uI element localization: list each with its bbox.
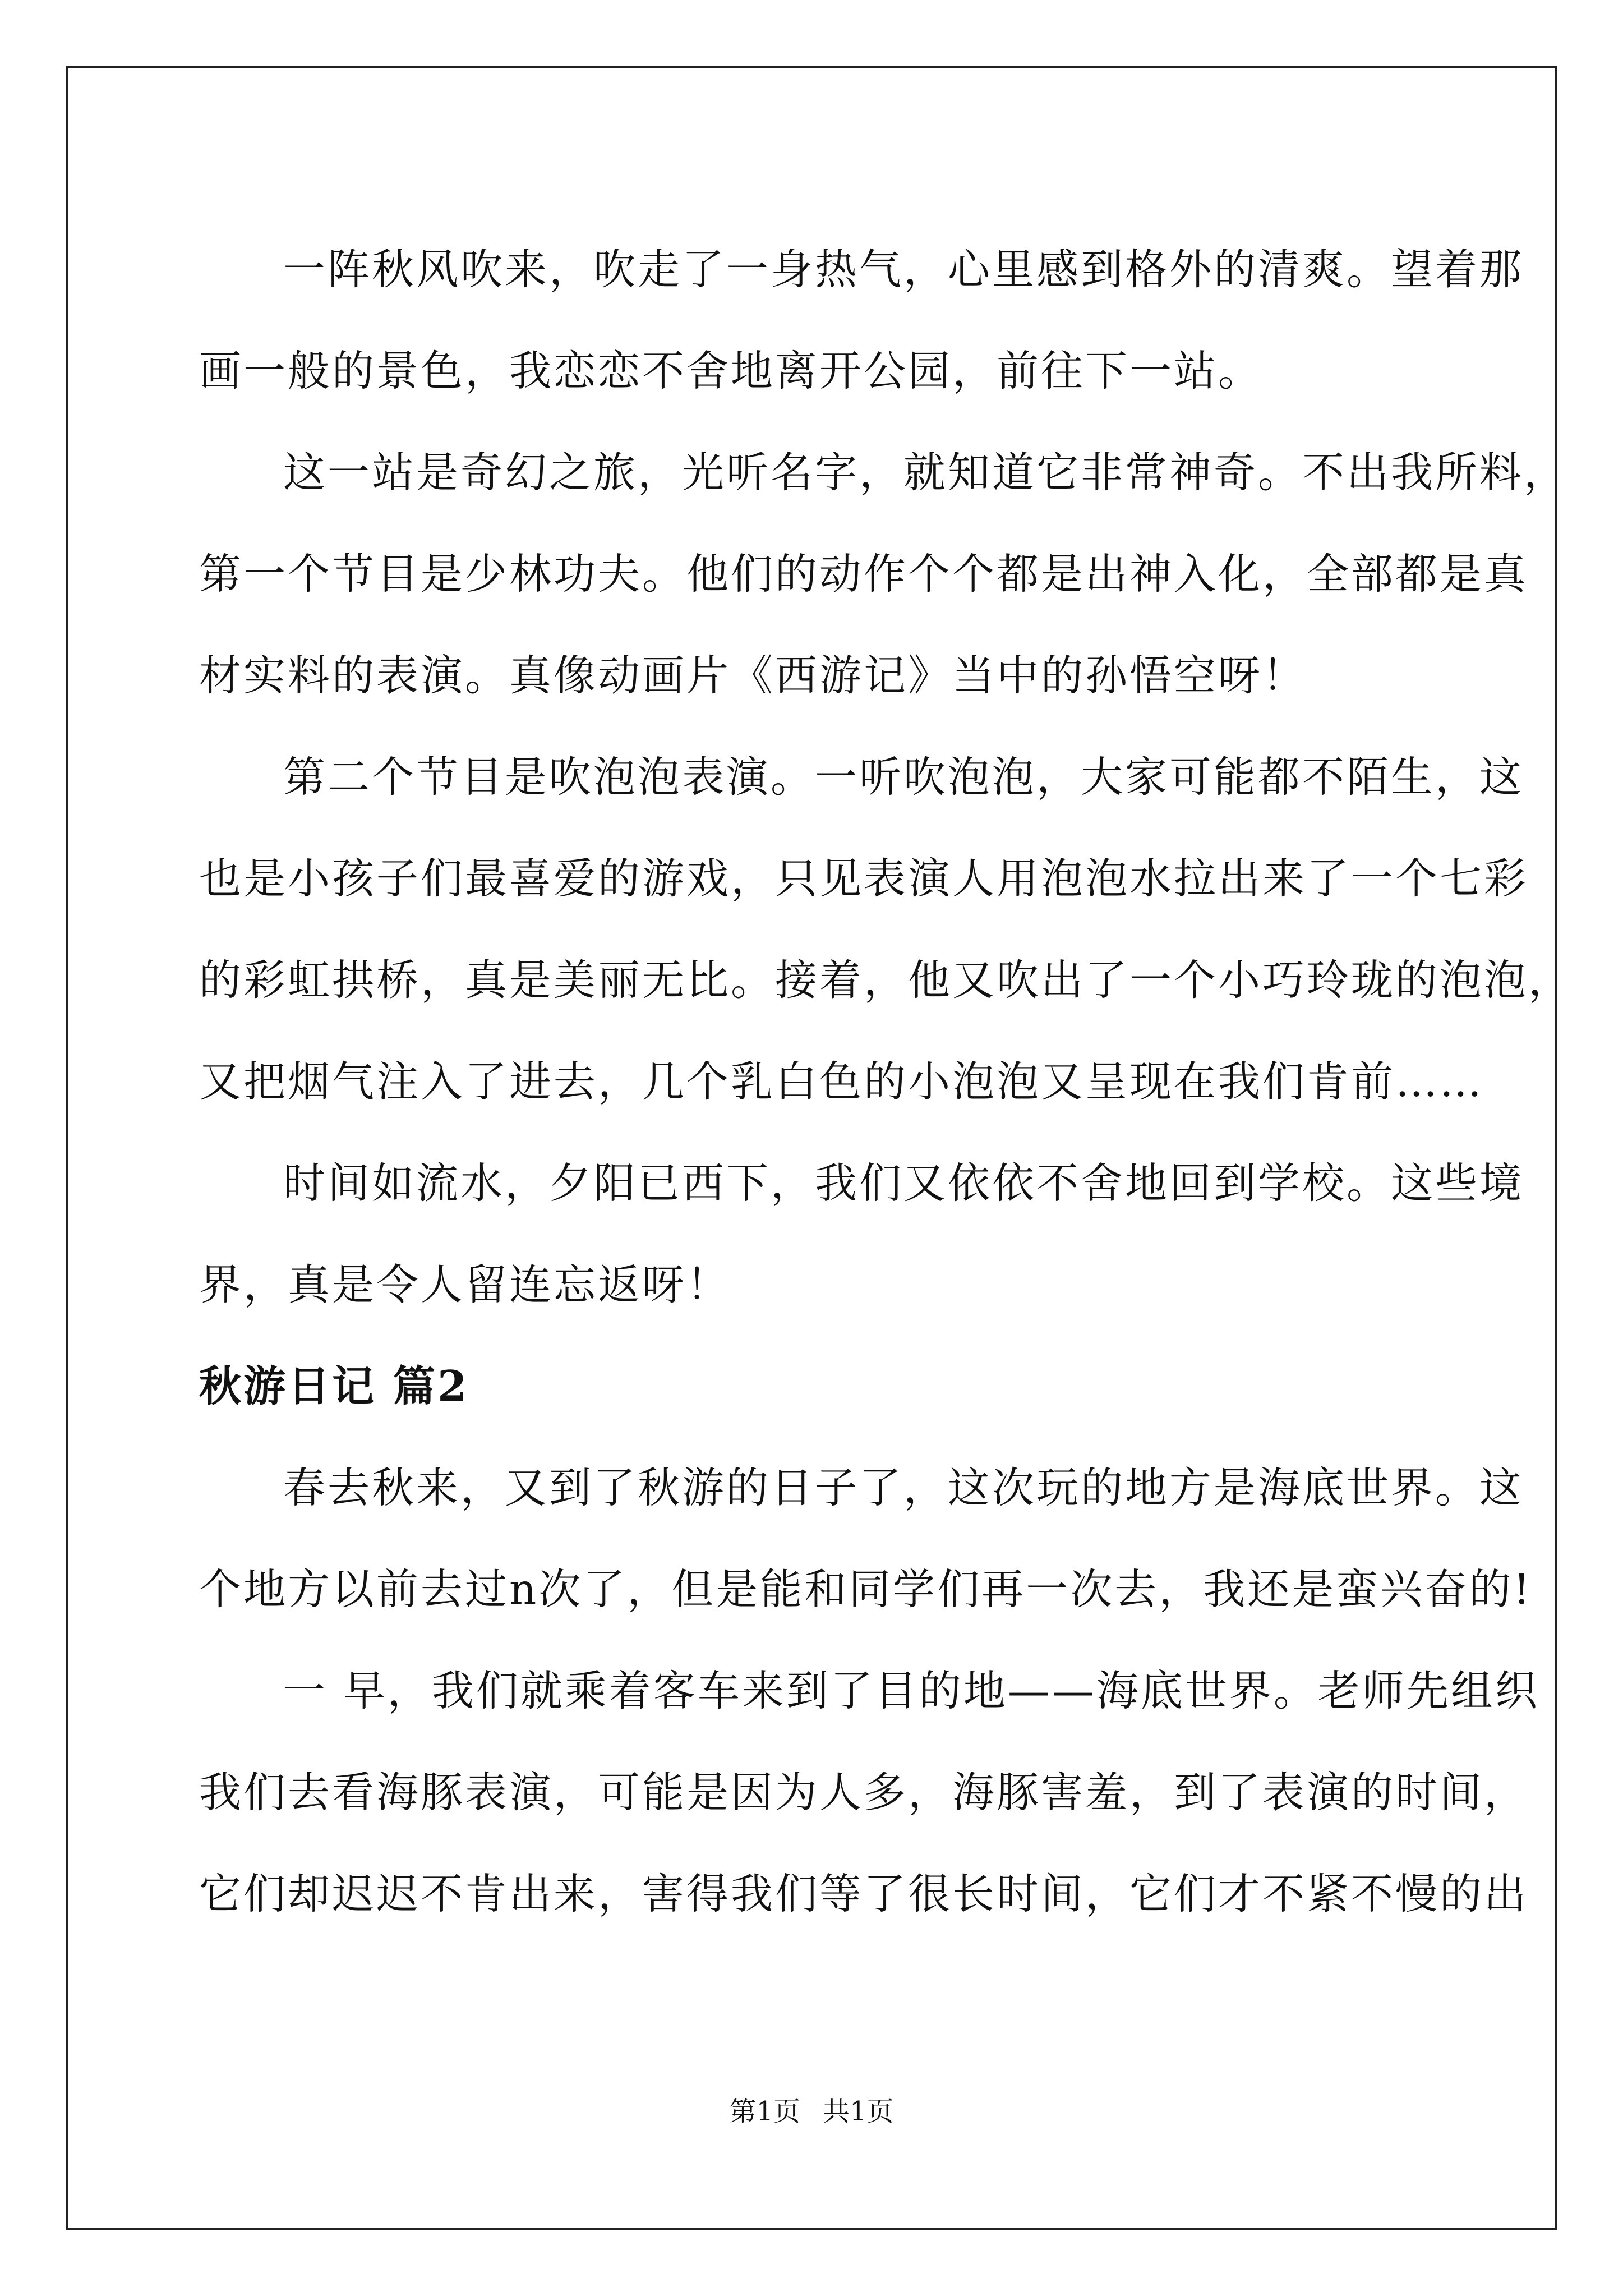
- document-body: [199, 219, 1573, 1945]
- section-heading: 秋游日记 篇2: [199, 1361, 469, 1411]
- page-number: 第1页: [729, 2096, 800, 2127]
- paragraph: [199, 1437, 1533, 1640]
- text-line: 春去秋来，又到了秋游的日子了，这次玩的地方是海底世界。这: [283, 1463, 1524, 1512]
- paragraph: [199, 1133, 1524, 1336]
- text-line: 第一个节目是少林功夫。他们的动作个个都是出神入化，全部都是真: [199, 549, 1529, 599]
- text-line: 画一般的景色，我恋恋不舍地离开公园，前往下一站。: [199, 346, 1263, 395]
- text-line: 时间如流水，夕阳已西下，我们又依依不舍地回到学校。这些境: [283, 1158, 1524, 1208]
- text-line: 材实料的表演。真像动画片《西游记》当中的孙悟空呀！: [199, 651, 1307, 700]
- text-line: 第二个节目是吹泡泡表演。一听吹泡泡，大家可能都不陌生，这: [283, 752, 1524, 802]
- page-footer: [0, 2090, 1623, 2128]
- text-line: 这一站是奇幻之旅，光听名字，就知道它非常神奇。不出我所料，: [283, 448, 1569, 497]
- paragraph: [199, 726, 1573, 1133]
- text-line: 又把烟气注入了进去，几个乳白色的小泡泡又呈现在我们肯前……: [199, 1057, 1484, 1106]
- paragraph: [199, 422, 1569, 726]
- text-line: 也是小孩子们最喜爱的游戏，只见表演人用泡泡水拉出来了一个七彩: [199, 854, 1529, 903]
- text-line: 的彩虹拱桥，真是美丽无比。接着，他又吹出了一个小巧玲珑的泡泡，: [199, 955, 1573, 1005]
- paragraph: [199, 219, 1524, 422]
- paragraph: [199, 1640, 1539, 1945]
- text-line: 界，真是令人留连忘返呀！: [199, 1260, 731, 1309]
- text-line: 个地方以前去过n次了，但是能和同学们再一次去，我还是蛮兴奋的!: [199, 1565, 1533, 1614]
- text-line: 一 早，我们就乘着客车来到了目的地——海底世界。老师先组织: [283, 1666, 1539, 1715]
- page-total: 共1页: [823, 2096, 894, 2127]
- text-line: 它们却迟迟不肯出来，害得我们等了很长时间，它们才不紧不慢的出: [199, 1869, 1529, 1918]
- text-line: 一阵秋风吹来，吹走了一身热气，心里感到格外的清爽。望着那: [283, 245, 1524, 294]
- text-line: 我们去看海豚表演，可能是因为人多，海豚害羞，到了表演的时间，: [199, 1768, 1529, 1817]
